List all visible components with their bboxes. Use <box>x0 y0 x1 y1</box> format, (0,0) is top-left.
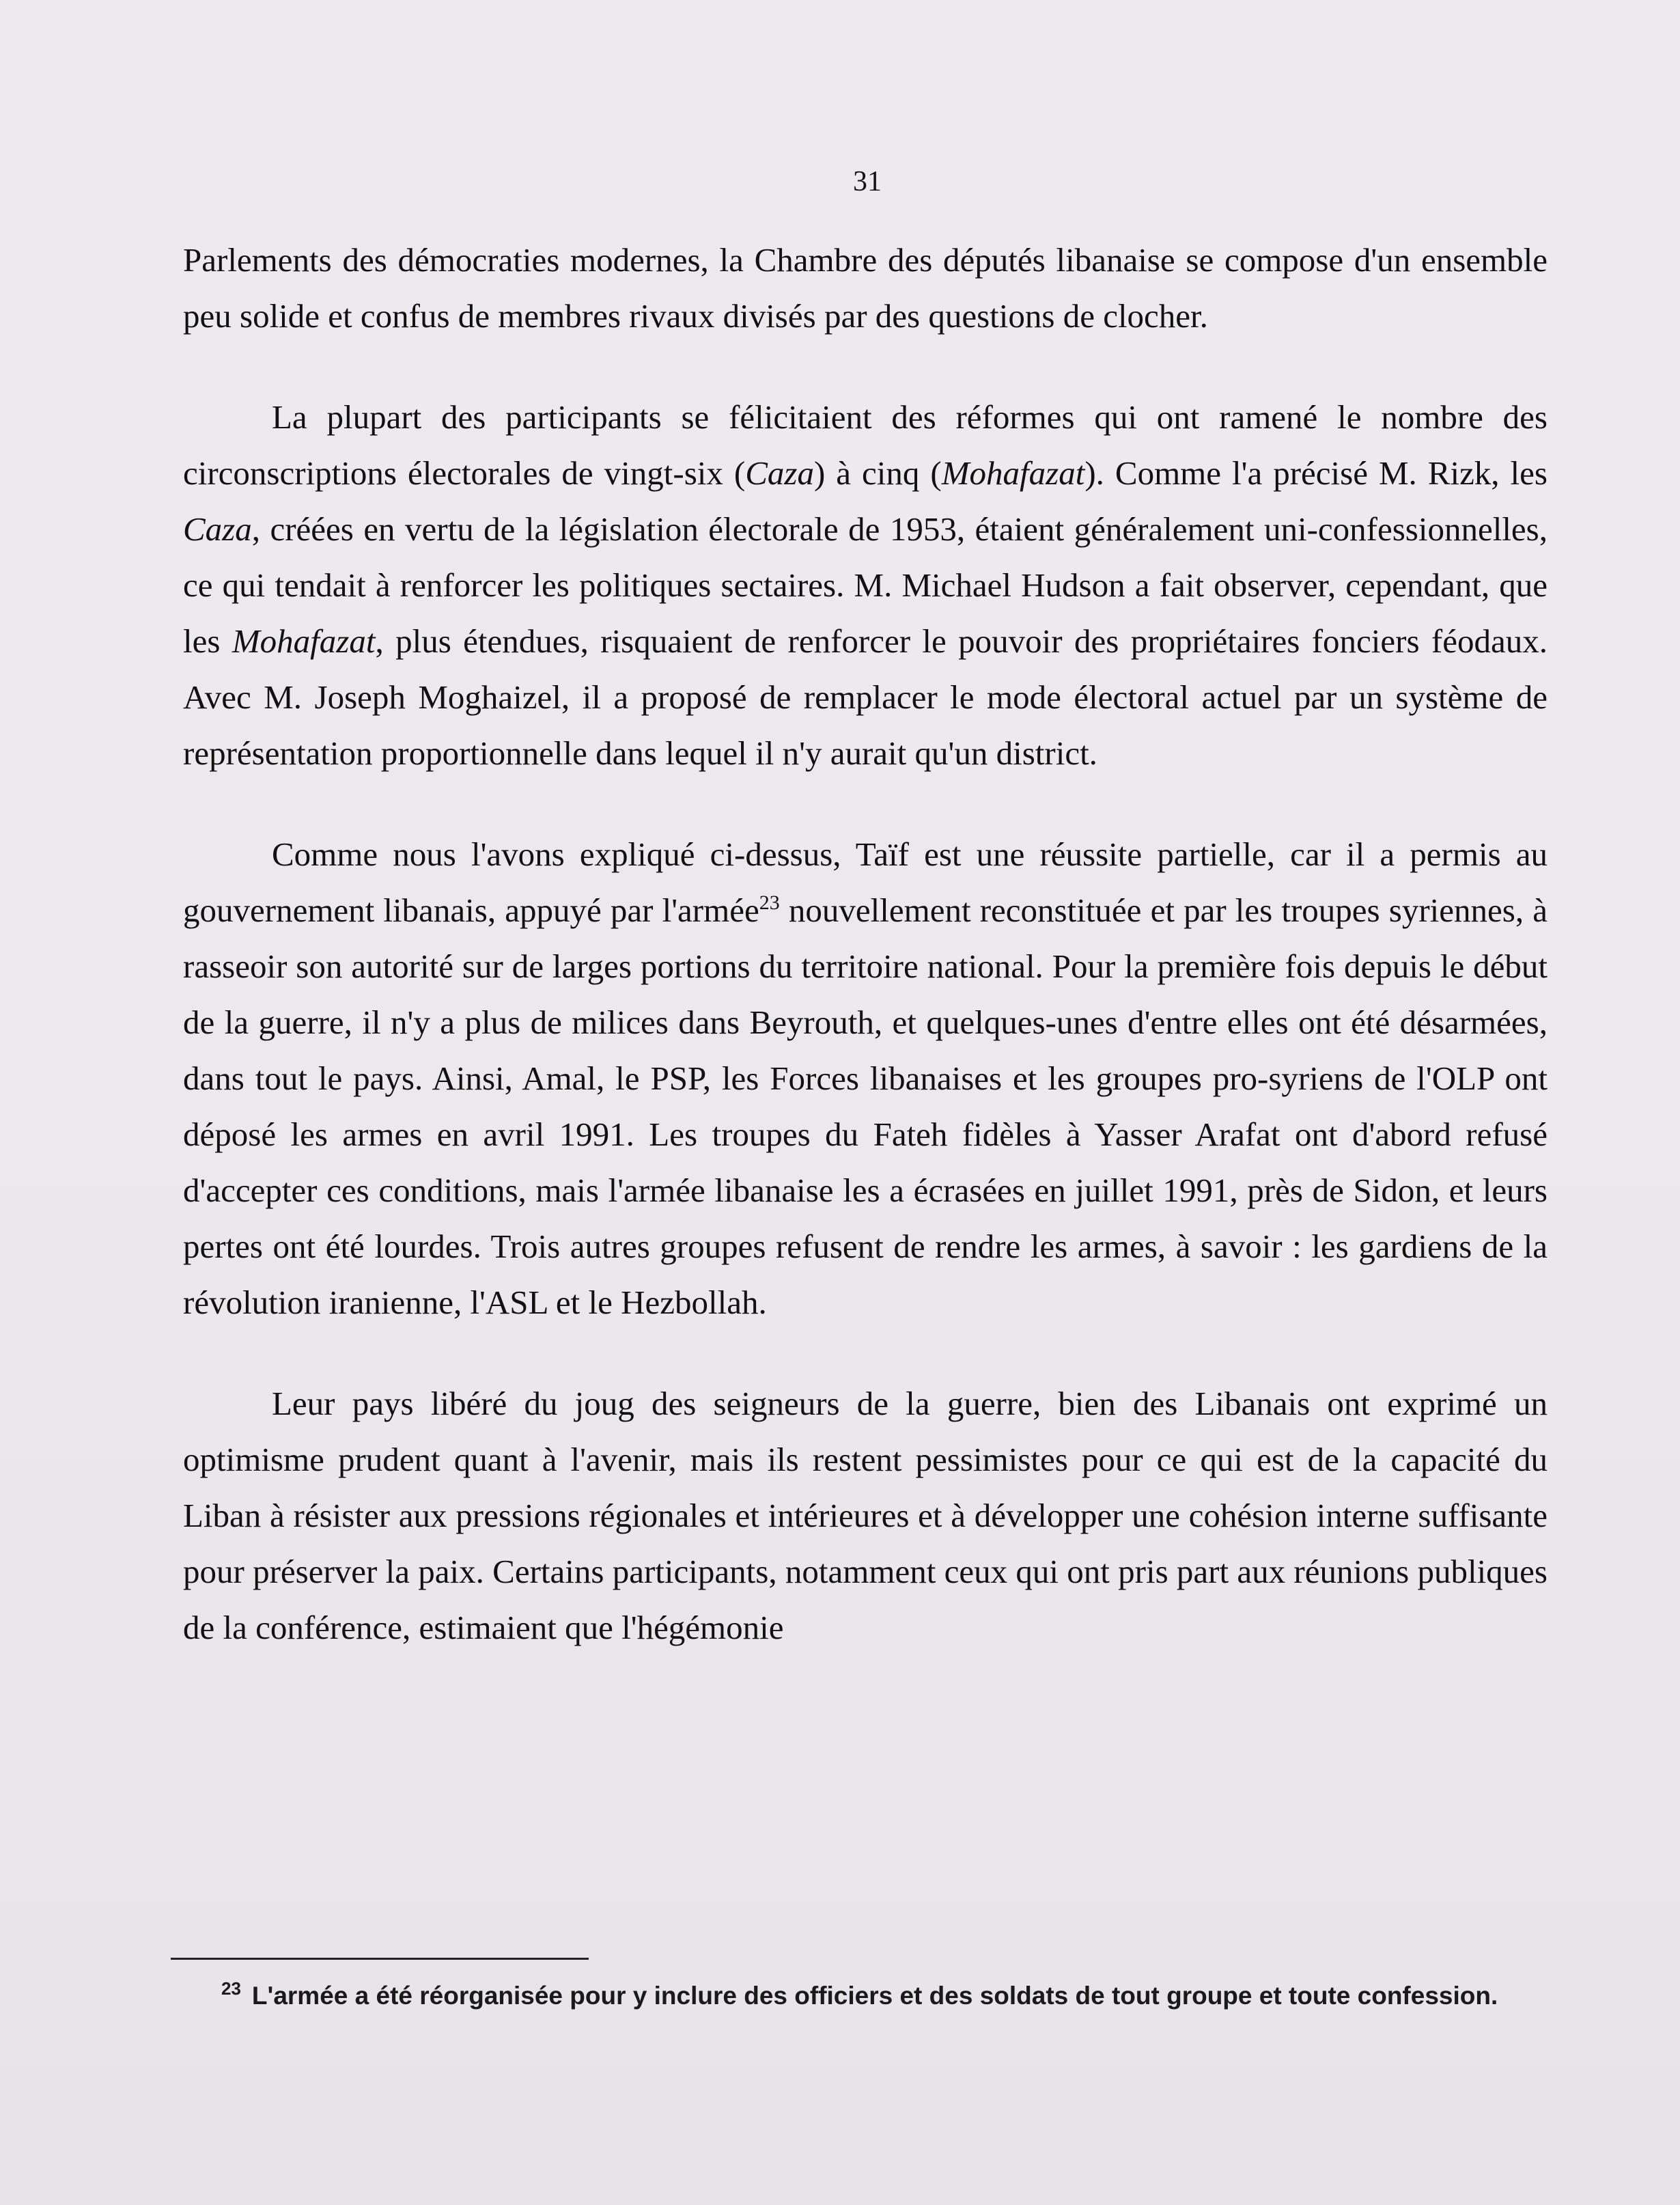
body-text <box>183 232 1548 1656</box>
page-number: 31 <box>853 166 882 197</box>
paragraph-2-text-c: ). Comme l'a précisé M. Rizk, les <box>1084 454 1548 492</box>
footnote-text: L'armée a été réorganisée pour y inclure des officiers et des soldats de tout groupe et toute confession. <box>251 1982 1498 2010</box>
paragraph-4-text: Leur pays libéré du joug des seigneurs de la guerre, bien des Libanais ont exprimé un optimisme prudent quant à l'avenir, mais ils restent pessimistes pour ce qui est de la capacité du Liban à résister aux pressions régionales et intérieures et à développer une cohésion interne suffisante pour préserver la paix. Certains participants, notamment ceux qui ont pris part aux réunions publiques de la conférence, estimaient que l'hégémonie <box>183 1385 1548 1646</box>
paragraph-4 <box>183 1376 1548 1656</box>
footnote <box>171 1978 1543 2014</box>
paragraph-3 <box>183 827 1548 1331</box>
paragraph-2-text-d: , créées en vertu de la législation électorale de 1953, étaient généralement uni-confessionnelles, ce qui tendait à renforcer les politiques sectaires. M. Michael Hudson a fait observer, cependant, que les <box>183 510 1548 660</box>
paragraph-1-text: Parlements des démocraties modernes, la Chambre des députés libanaise se compose d'un ensemble peu solide et confus de membres rivaux divisés par des questions de clocher. <box>183 241 1548 335</box>
paragraph-1 <box>183 232 1548 344</box>
term-caza: Caza <box>745 454 814 492</box>
paragraph-3-text-b: nouvellement reconstituée et par les troupes syriennes, à rasseoir son autorité sur de larges portions du territoire national. Pour la première fois depuis le début de la guerre, il n'y a plus de milices dans Beyrouth, et quelques-unes d'entre elles ont été désarmées, dans tout le pays. Ainsi, Amal, le PSP, les Forces libanaises et les groupes pro-syriens de l'OLP ont déposé les armes en avril 1991. Les troupes du Fateh fidèles à Yasser Arafat ont d'abord refusé d'accepter ces conditions, mais l'armée libanaise les a écrasées en juillet 1991, près de Sidon, et leurs pertes ont été lourdes. Trois autres groupes refusent de rendre les armes, à savoir : les gardiens de la révolution iranienne, l'ASL et le Hezbollah. <box>183 891 1548 1321</box>
term-mohafazat: Mohafazat <box>941 454 1085 492</box>
paragraph-2-text-a: La plupart des participants se félicitaient des réformes qui ont ramené le nombre des circonscriptions électorales de vingt-six ( <box>183 398 1548 492</box>
paragraph-2-text-b: ) à cinq ( <box>813 454 942 492</box>
footnote-number: 23 <box>221 1978 241 1999</box>
footnote-divider <box>171 1958 589 1960</box>
term-mohafazat: Mohafazat <box>232 622 376 660</box>
term-caza: Caza <box>183 510 252 548</box>
paragraph-3-text-a: Comme nous l'avons expliqué ci-dessus, Taïf est une réussite partielle, car il a permis au gouvernement libanais, appuyé par l'armée <box>183 835 1548 929</box>
paragraph-2-text-e: , plus étendues, risquaient de renforcer le pouvoir des propriétaires fonciers féodaux. Avec M. Joseph Moghaizel, il a proposé de remplacer le mode électoral actuel par un système de représentation proportionnelle dans lequel il n'y aurait qu'un district. <box>183 622 1548 772</box>
footnote-reference[interactable]: 23 <box>759 891 780 914</box>
paragraph-2 <box>183 389 1548 781</box>
